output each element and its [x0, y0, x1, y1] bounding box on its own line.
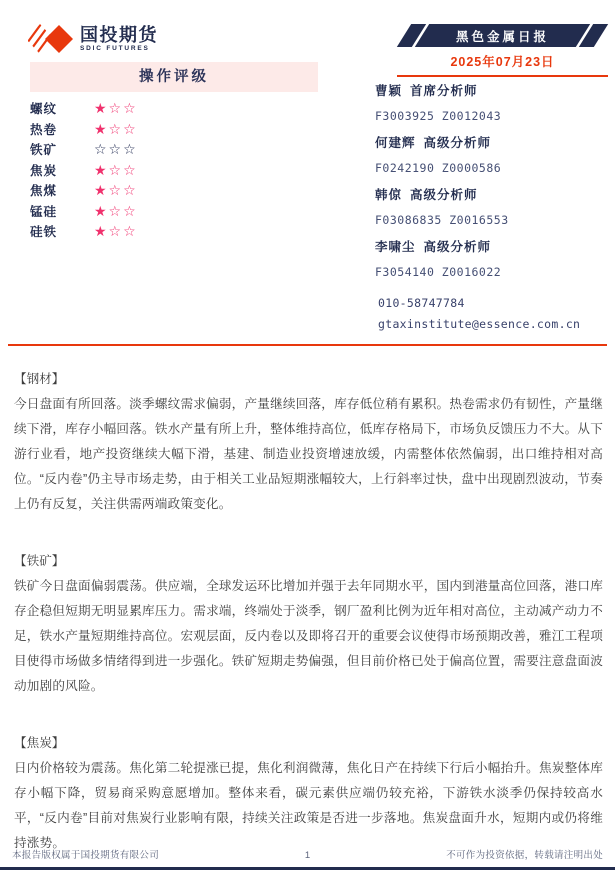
analyst-person-name: 韩倞: [375, 188, 403, 202]
analyst-person-name: 曹颖: [375, 84, 403, 98]
footer-disclaimer: 不可作为投资依据，转载请注明出处: [446, 850, 603, 861]
rating-stars-icon: ☆☆☆: [94, 141, 138, 158]
footer-copyright: 本报告版权属于国投期货有限公司: [12, 850, 160, 861]
rating-name: 焦煤: [30, 184, 58, 199]
analyst-codes: F0242190 Z0000586: [375, 161, 502, 175]
analyst-name: [375, 135, 608, 152]
report-title-banner: [397, 24, 608, 47]
report-title: 黑色金属日报: [455, 29, 549, 44]
section-body: 日内价格较为震荡。焦化第二轮提涨已提，焦化利润微薄，焦化日产在持续下行后小幅抬升。焦炭整体库存小幅下降，贸易商采购意愿增加。整体来看，碳元素供应端仍较充裕，下游铁水淡季仍保持较高水平，“反内卷”目前对焦炭行业影响有限，持续关注政策是否进一步落地。焦炭盘面升水，短期内或仍将维持涨势。: [14, 761, 603, 850]
section-heading: 【铁矿】: [14, 554, 65, 568]
rating-stars-icon: ★☆☆: [94, 202, 138, 219]
analyst-codes: F3054140 Z0016022: [375, 265, 502, 279]
analyst-name: [375, 83, 608, 100]
analyst-name: [375, 187, 608, 204]
analyst-job-title: 高级分析师: [423, 240, 492, 254]
rating-name: 焦炭: [30, 163, 58, 178]
rating-row: [30, 119, 318, 140]
section-body: 铁矿今日盘面偏弱震荡。供应端，全球发运环比增加并强于去年同期水平，国内到港量高位回落，港口库存企稳但短期无明显累库压力。需求端，终端处于淡季，钢厂盈利比例为近年相对高位，主动减产动力不足，铁水产量短期维持高位。宏观层面，反内卷以及即将召开的重要会议使得市场预期改善，雅江工程项目使得市场做多情绪得到进一步强化。铁矿短期走势偏强，但目前价格已处于偏高位置，需要注意盘面波动加剧的风险。: [14, 579, 603, 693]
rating-row: [30, 98, 318, 119]
rating-stars-icon: ★☆☆: [94, 182, 138, 199]
company-logo: [28, 20, 158, 58]
rating-row: [30, 201, 318, 222]
rating-row: [30, 160, 318, 181]
analyst-block: [375, 135, 608, 176]
rating-stars-icon: ★☆☆: [94, 120, 138, 137]
section-steel: [14, 367, 603, 517]
rating-name: 铁矿: [30, 143, 58, 158]
brand-text: [80, 26, 158, 52]
ratings-title: 操作评级: [30, 62, 318, 92]
analyst-block: [375, 83, 608, 124]
analyst-block: [375, 239, 608, 280]
analyst-job-title: 高级分析师: [423, 136, 492, 150]
header-divider-line: [8, 344, 607, 346]
rating-stars-icon: ★☆☆: [94, 100, 138, 117]
rating-row: [30, 221, 318, 242]
analyst-codes: F03086835 Z0016553: [375, 213, 509, 227]
ratings-panel: [30, 62, 318, 242]
analyst-person-name: 何建辉: [375, 136, 416, 150]
rating-name: 热卷: [30, 122, 58, 137]
report-date: 2025年07月23日: [397, 52, 608, 77]
analyst-person-name: 李啸尘: [375, 240, 416, 254]
rating-row: [30, 139, 318, 160]
brand-subtitle: SDIC FUTURES: [80, 45, 150, 52]
contact-email: gtaxinstitute@essence.com.cn: [378, 317, 581, 331]
section-iron-ore: [14, 549, 603, 699]
rating-stars-icon: ★☆☆: [94, 161, 138, 178]
brand-name: 国投期货: [80, 25, 158, 45]
contact-info: [375, 293, 608, 335]
analyst-name: [375, 239, 608, 256]
report-body: [14, 367, 603, 870]
contact-phone: 010-58747784: [378, 296, 465, 310]
analyst-codes: F3003925 Z0012043: [375, 109, 502, 123]
sdic-diamond-logo-icon: [28, 20, 74, 58]
section-body: 今日盘面有所回落。淡季螺纹需求偏弱，产量继续回落，库存低位稍有累积。热卷需求仍有韧性，产量继续下滑，库存小幅回落。铁水产量有所上升，整体维持高位，低库存格局下，市场负反馈压力不大。从下游行业看，地产投资继续大幅下滑，基建、制造业投资增速放缓，内需整体依然偏弱，出口维持相对高位。“反内卷”仍主导市场走势，由于相关工业品短期涨幅较大，上行斜率过快，盘中出现剧烈波动，节奏上仍有反复，关注供需两端政策变化。: [14, 397, 603, 511]
analyst-job-title: 首席分析师: [410, 84, 478, 98]
section-coke: [14, 731, 603, 856]
analyst-block: [375, 187, 608, 228]
analysts-panel: [375, 83, 608, 335]
section-heading: 【焦炭】: [14, 736, 65, 750]
rating-row: [30, 180, 318, 201]
rating-name: 锰硅: [30, 204, 58, 219]
rating-name: 硅铁: [30, 225, 58, 240]
ratings-list: [30, 98, 318, 242]
section-heading: 【钢材】: [14, 372, 65, 386]
page-number: 1: [304, 850, 311, 861]
analyst-job-title: 高级分析师: [410, 188, 478, 202]
rating-stars-icon: ★☆☆: [94, 223, 138, 240]
rating-name: 螺纹: [30, 102, 58, 117]
